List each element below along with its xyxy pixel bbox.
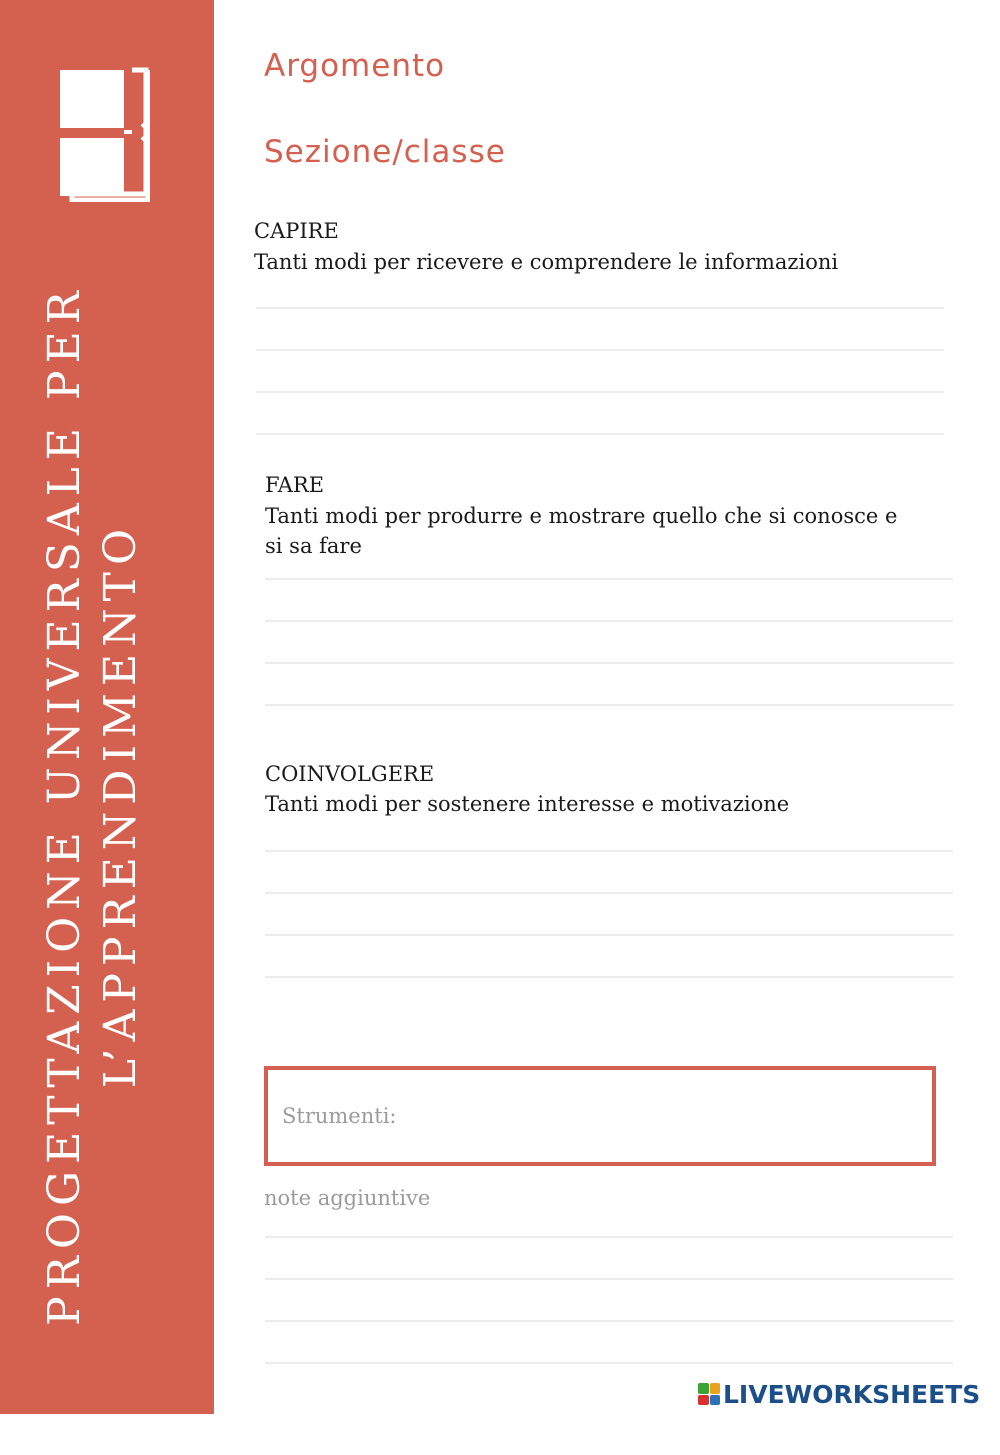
notes-answer-line[interactable] (265, 1278, 953, 1280)
capire-answer-line[interactable] (256, 391, 944, 393)
fare-answer-line[interactable] (265, 578, 953, 580)
note-aggiuntive-label: note aggiuntive (264, 1186, 431, 1210)
section-coinvolgere-title: COINVOLGERE (265, 762, 435, 786)
fare-answer-line[interactable] (265, 704, 953, 706)
coinvolgere-answer-line[interactable] (265, 892, 953, 894)
capire-answer-line[interactable] (256, 349, 944, 351)
section-capire-desc: Tanti modi per ricevere e comprendere le informazioni (254, 250, 839, 274)
brand-watermark (698, 1378, 980, 1410)
brand-text: LIVEWORKSHEETS (723, 1379, 981, 1409)
section-capire-title: CAPIRE (254, 219, 339, 243)
notes-answer-line[interactable] (265, 1320, 953, 1322)
strumenti-box[interactable] (264, 1066, 936, 1166)
coinvolgere-answer-line[interactable] (265, 850, 953, 852)
sidebar-title-line1: PROGETTAZIONE UNIVERSALE PER (39, 284, 90, 1326)
fare-answer-line[interactable] (265, 662, 953, 664)
argomento-field[interactable]: Argomento (264, 48, 446, 84)
coinvolgere-answer-line[interactable] (265, 934, 953, 936)
section-fare-title: FARE (265, 473, 325, 497)
sidebar-title (37, 155, 177, 1455)
section-coinvolgere-desc: Tanti modi per sostenere interesse e motivazione (265, 792, 790, 816)
capire-answer-line[interactable] (256, 307, 944, 309)
capire-answer-line[interactable] (256, 433, 944, 435)
strumenti-label: Strumenti: (282, 1104, 397, 1128)
notes-answer-line[interactable] (265, 1362, 953, 1364)
coinvolgere-answer-line[interactable] (265, 976, 953, 978)
sidebar (0, 0, 214, 1414)
sidebar-title-line2: L’APPRENDIMENTO (95, 521, 146, 1089)
liveworksheets-logo-icon (698, 1383, 720, 1405)
fare-answer-line[interactable] (265, 620, 953, 622)
section-fare-desc: Tanti modi per produrre e mostrare quello che si conosce e si sa fare (265, 504, 898, 558)
sezione-classe-field[interactable]: Sezione/classe (264, 134, 506, 170)
notes-answer-line[interactable] (265, 1236, 953, 1238)
